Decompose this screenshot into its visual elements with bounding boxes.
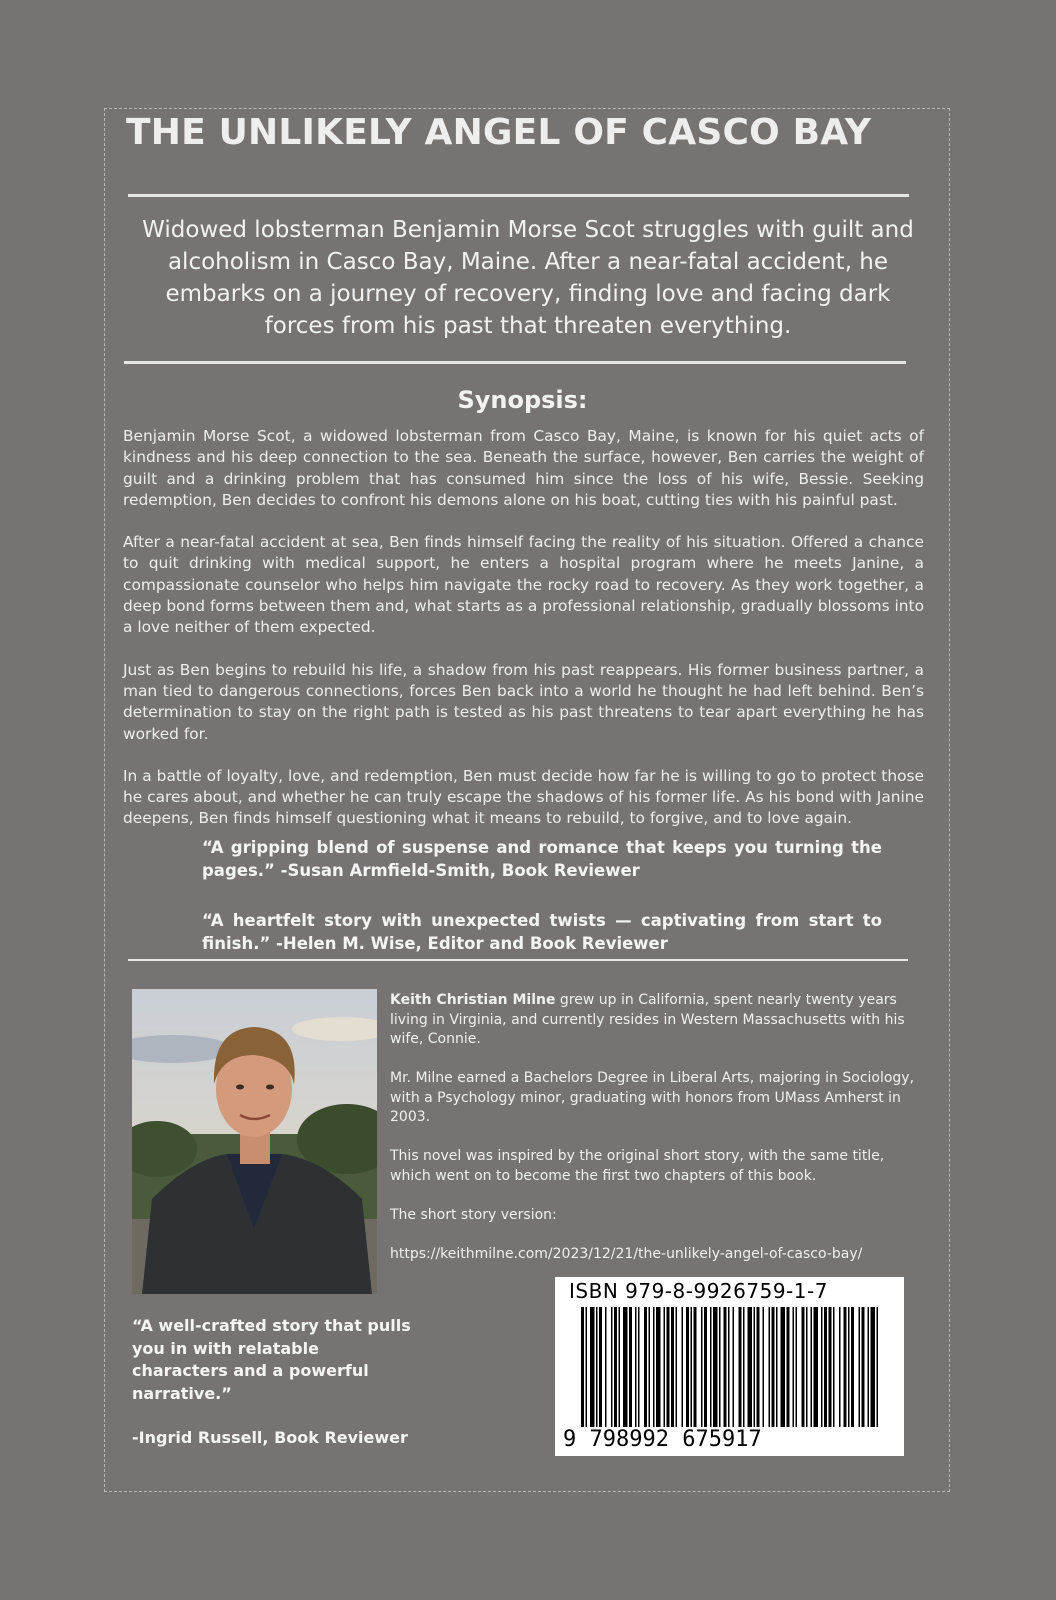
barcode-bar [691,1307,693,1427]
synopsis-paragraph: In a battle of loyalty, love, and redemption, Ben must decide how far he is willing to go to protect those he cares about, and whether he can truly escape the shadows of his former life. As his bond with Janine deepens, Ben finds himself questioning what it means to rebuild, to forgive, and to love again. [123,766,924,828]
barcode-bar [877,1307,879,1427]
divider-top [128,194,909,197]
divider-middle [124,361,906,364]
synopsis-heading: Synopsis: [457,386,588,414]
barcode-bar [605,1307,607,1427]
barcode-bar [806,1307,808,1427]
barcode-bar [811,1307,813,1427]
ean-digits: 9 798992 675917 [563,1427,762,1452]
barcode-bar [611,1307,613,1427]
bio-paragraph: This novel was inspired by the original short story, with the same title, which went on to become the first two chapters of this book. [390,1148,885,1184]
barcode-bar [728,1307,730,1427]
barcode-bar [713,1307,718,1427]
barcode-bar [590,1307,595,1427]
barcode-bar [739,1307,742,1427]
barcode-bar [581,1307,584,1427]
barcode-bar [862,1307,865,1427]
barcode-bar [638,1307,640,1427]
barcode-bar [743,1307,745,1427]
barcode-bar [839,1307,841,1427]
isbn-barcode [555,1277,904,1456]
barcode-bar [848,1307,850,1427]
barcode-bar [763,1307,765,1427]
synopsis-paragraph: After a near-fatal accident at sea, Ben finds himself facing the reality of his situation. Offered a chance to quit drinking with medical support, he enters a hospital program where he meets Janine, a compassionate counselor who helps him navigate the rocky road to recovery. As they work together, a deep bond forms between them and, what starts as a professional relationship, gradually blossoms into a love neither of them expected. [123,533,924,637]
barcode-bar [733,1307,735,1427]
barcode-bar [635,1307,637,1427]
barcode-bar [748,1307,753,1427]
synopsis-paragraph: Benjamin Morse Scot, a widowed lobsterman from Casco Bay, Maine, is known for his quiet acts of kindness and his deep connection to the sea. Beneath the surface, however, Ben carries the weight of guilt and a drinking problem that has consumed him since the loss of his wife, Bessie. Seeking redemption, Ben decides to confront his demons alone on his boat, cutting ties with his painful past. [123,427,924,509]
barcode-bar [796,1307,798,1427]
bio-paragraph [390,991,915,1050]
barcode-bar [596,1307,598,1427]
barcode-bar [667,1307,670,1427]
book-title: THE UNLIKELY ANGEL OF CASCO BAY [126,112,872,153]
side-quote-attribution: -Ingrid Russell, Book Reviewer [132,1428,408,1447]
barcode-bar [629,1307,632,1427]
barcode-bar [724,1307,727,1427]
barcode-bar [821,1307,823,1427]
side-review [132,1315,417,1472]
barcode-bar [704,1307,707,1427]
side-quote-text: “A well-crafted story that pulls you in with relatable characters and a powerful narrative.” [132,1316,411,1403]
author-name: Keith Christian Milne [390,992,556,1008]
divider-bottom [128,959,908,961]
barcode-bar [871,1307,876,1427]
bio-paragraph: Mr. Milne earned a Bachelors Degree in Liberal Arts, majoring in Sociology, with a Psychology minor, graduating with honors from UMass Amherst in 2003. [390,1070,915,1125]
barcode-bar [859,1307,861,1427]
barcode-bar [694,1307,697,1427]
isbn-label: ISBN 979-8-9926759-1-7 [569,1279,828,1303]
barcode-bar [653,1307,655,1427]
barcode-bar [824,1307,827,1427]
barcode-bar [833,1307,835,1427]
review-quote: “A heartfelt story with unexpected twists — captivating from start to finish.” -Helen M. Wise, Editor and Book Reviewer [202,911,882,953]
barcode-bar [710,1307,712,1427]
barcode-bar [829,1307,832,1427]
barcode-bar [787,1307,790,1427]
barcode-bar [656,1307,661,1427]
barcode-bar [701,1307,703,1427]
author-photo [132,989,377,1294]
barcode-bar [682,1307,684,1427]
author-bio [390,991,915,1284]
barcode-bar [802,1307,805,1427]
barcode-bar [676,1307,678,1427]
barcode-bar [851,1307,854,1427]
barcode-bar [686,1307,689,1427]
barcode-bar [619,1307,621,1427]
barcode-bar [776,1307,778,1427]
barcode-bar [757,1307,760,1427]
barcode-bar [664,1307,666,1427]
barcode-bar [781,1307,786,1427]
barcode-bars [581,1307,881,1427]
barcode-bar [671,1307,674,1427]
barcode-bar [814,1307,819,1427]
barcode-bar [599,1307,602,1427]
barcode-bar [793,1307,795,1427]
barcode-bar [614,1307,617,1427]
barcode-bar [868,1307,870,1427]
barcode-bar [772,1307,775,1427]
barcode-bar [649,1307,651,1427]
synopsis-paragraph: Just as Ben begins to rebuild his life, a shadow from his past reappears. His former business partner, a man tied to dangerous connections, forces Ben back into a world he thought he had left behind. Ben’s determination to stay on the right path is tested as his past threatens to tear apart everything he has worked for. [123,660,924,743]
barcode-bar [719,1307,721,1427]
short-story-link[interactable]: https://keithmilne.com/2023/12/21/the-unlikely-angel-of-casco-bay/ [390,1245,863,1262]
bio-text: grew up in California, spent nearly twenty years living in Virginia, and currently resides in Western Massachusetts with his wife, Connie. [390,992,905,1047]
barcode-bar [586,1307,588,1427]
barcode-bar [844,1307,847,1427]
barcode-bar [623,1307,628,1427]
review-quote: “A gripping blend of suspense and romance that keeps you turning the pages.” -Susan Armfield-Smith, Book Reviewer [202,838,882,880]
synopsis-body [123,426,924,851]
barcode-bar [769,1307,771,1427]
bio-paragraph: The short story version: [390,1206,557,1223]
tagline: Widowed lobsterman Benjamin Morse Scot struggles with guilt and alcoholism in Casco Bay, Maine. After a near-fatal accident, he embarks on a journey of recovery, finding love and facing dark forces from his past that threaten everything. [142,217,914,339]
barcode-bar [754,1307,756,1427]
barcode-bar [644,1307,647,1427]
